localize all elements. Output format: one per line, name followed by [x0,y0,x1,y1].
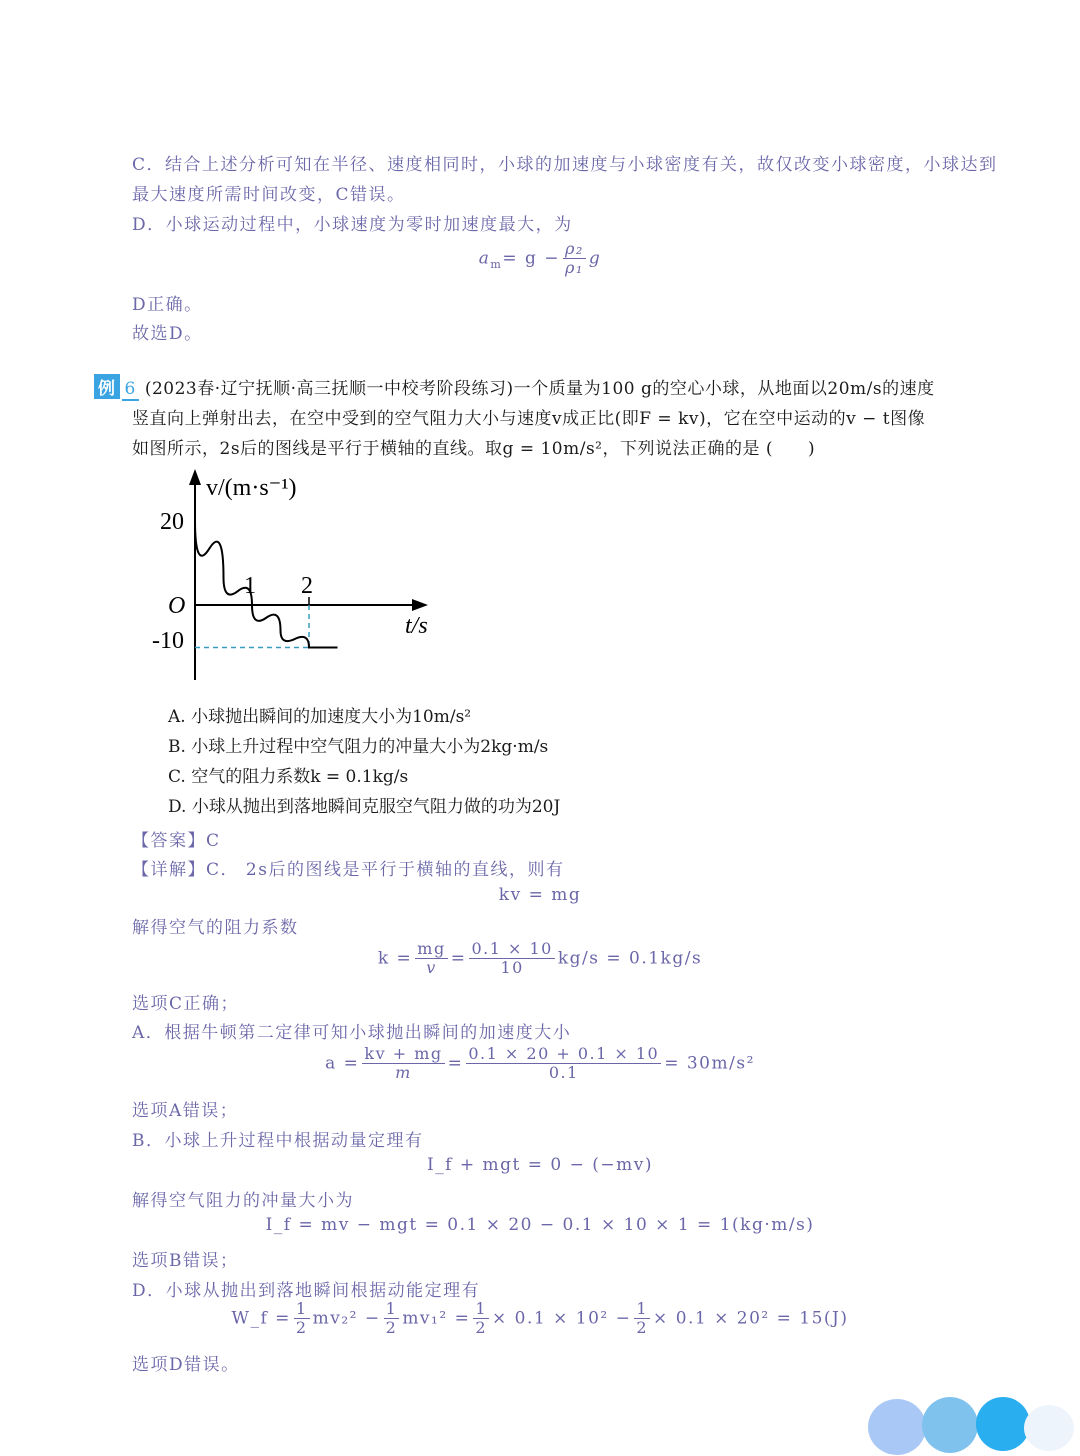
bubble-3 [976,1397,1030,1451]
y-axis-arrow [189,469,201,485]
vt-graph [140,465,450,685]
prev-formula: $a_m= g$ − $\frac{\text{ρ₂}}{\text{ρ₁}}$ g [478,239,602,278]
solve-k-text: 解得空气的阻力系数 [132,918,299,938]
bubble-4 [1024,1405,1074,1451]
a-wrong: 选项A错误； [132,1101,239,1121]
example-source: (2023春·辽宁抚顺·高三抚顺一中校考阶段练习) [144,379,514,399]
example-badge: 例 [94,374,120,399]
option-c: C. 空气的阻力系数k = 0.1kg/s [168,767,409,787]
solve-impulse-text: 解得空气阻力的冲量大小为 [132,1191,354,1211]
eq-impulse: I_f = mv − mgt = 0.1 × 20 − 0.1 × 10 × 1 = 1(kg·m/s) [265,1215,815,1235]
y-tick-20: 20 [160,509,184,535]
eq-kv-mg: kv = mg [498,885,582,905]
option-b: B. 小球上升过程中空气阻力的冲量大小为2kg·m/s [168,737,549,757]
eq-a: a = $\frac{kv + mg}{m}$ = $\frac{0.1 \times 20 + 0.1 \times 10}{0.1}$ = 30m/s² [325,1044,755,1083]
y-tick-neg10: -10 [152,628,184,654]
x-tick-1: 1 [244,573,256,599]
vt-curve [195,520,338,648]
x-axis-label: t/s [405,613,428,639]
b-text: B．小球上升过程中根据动量定理有 [132,1131,424,1151]
option-d: D. 小球从抛出到落地瞬间克服空气阻力做的功为20J [168,797,561,817]
y-axis-label: v/(m·s⁻¹) [206,475,297,501]
decorative-bubbles [860,1395,1080,1456]
option-a: A. 小球抛出瞬间的加速度大小为10m/s² [168,707,472,727]
eq-k: k = $\frac{mg}{v}$ = $\frac{0.1 \times 10}{10}$ kg/s = 0.1kg/s [377,939,703,978]
d-wrong: 选项D错误。 [132,1355,240,1375]
eq-momentum: I_f + mgt = 0 − (−mv) [426,1155,654,1175]
c-correct: 选项C正确； [132,994,240,1014]
eq-work: W_f = $\frac{1}{2}$ mv₂² − $\frac{1}{2}$ mv₁² = $\frac{1}{2}$ × 0.1 × 10² − $\frac{1}{2}$ × 0.1 × 20² = 15(J) [231,1299,849,1338]
x-axis-arrow [412,599,428,611]
b-wrong: 选项B错误； [132,1251,239,1271]
prev-c-line1: C．结合上述分析可知在半径、速度相同时，小球的加速度与小球密度有关，故仅改变小球密度，小球达到 [132,155,998,175]
origin-label: O [168,593,186,619]
answer-label: 【答案】C [132,831,221,851]
example-line2: 竖直向上弹射出去，在空中受到的空气阻力大小与速度v成正比(即F = kv)，它在空中运动的v − t图像 [132,409,926,429]
x-tick-2: 2 [301,573,313,599]
prev-d-line: D．小球运动过程中，小球速度为零时加速度最大，为 [132,215,573,235]
example-number: 6 [122,379,139,401]
bubble-1 [868,1399,926,1455]
prev-choose: 故选D。 [132,324,203,344]
example-line3: 如图所示，2s后的图线是平行于横轴的直线。取g = 10m/s²，下列说法正确的是 ( ) [132,439,816,459]
detail-c: 【详解】C． 2s后的图线是平行于横轴的直线，则有 [132,860,565,880]
example-line1: 例 6 (2023春·辽宁抚顺·高三抚顺一中校考阶段练习)一个质量为100 g的空心小球，从地面以20m/s的速度 [94,374,935,401]
prev-d-correct: D正确。 [132,295,203,315]
d-text: D．小球从抛出到落地瞬间根据动能定理有 [132,1281,481,1301]
a-text: A．根据牛顿第二定律可知小球抛出瞬间的加速度大小 [132,1023,572,1043]
bubble-2 [922,1397,978,1453]
prev-c-line2: 最大速度所需时间改变，C错误。 [132,185,406,205]
